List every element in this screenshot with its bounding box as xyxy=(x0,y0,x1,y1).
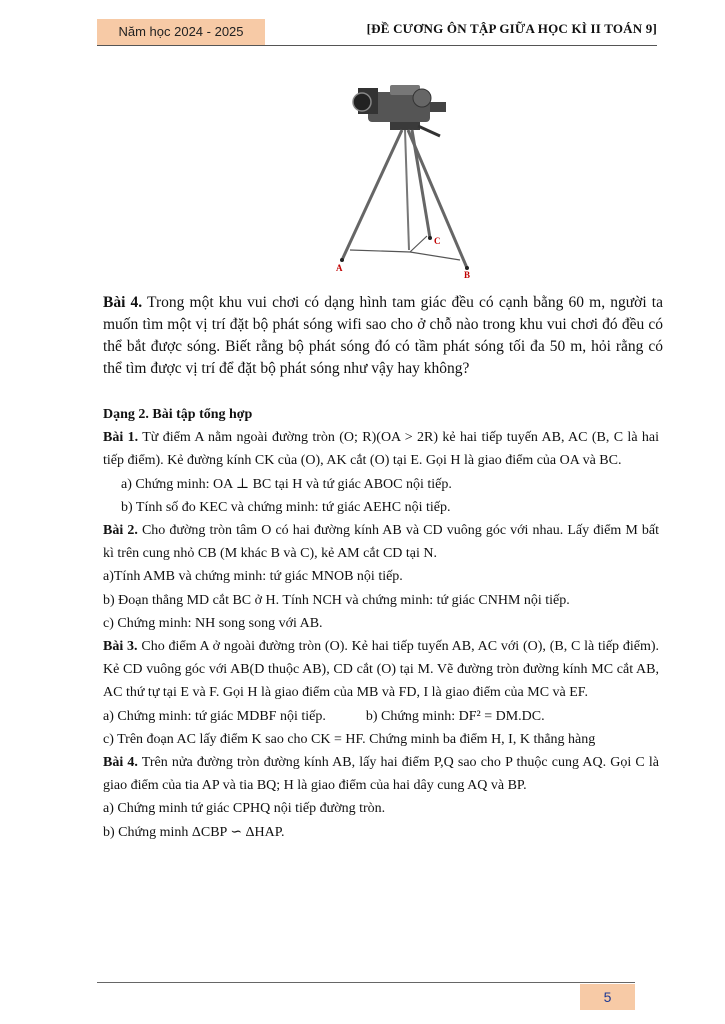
bai1-text: Từ điểm A nằm ngoài đường tròn (O; R)(OA > 2R) kẻ hai tiếp tuyến AB, AC (B, C là hai tiếp điểm). Kẻ đường kính CK của (O), AK cắt (O) tại E. Gọi H là giao điểm của OA và BC. xyxy=(103,430,660,469)
bai1-statement xyxy=(103,426,659,472)
bai3-part-a: a) Chứng minh: tứ giác MDBF nội tiếp. xyxy=(103,708,326,724)
document-title: [ĐỀ CƯƠNG ÔN TẬP GIỮA HỌC KÌ II TOÁN 9] xyxy=(366,21,657,36)
pan-handle xyxy=(418,126,440,136)
bai3-parts-ab xyxy=(103,705,659,728)
bai3-text: Cho điểm A ở ngoài đường tròn (O). Kẻ hai tiếp tuyến AB, AC với (O), (B, C là tiếp điểm). Kẻ CD vuông góc với AB(D thuộc AB), CD cắt (O) tại M. Vẽ đường tròn đường kính MC cắt AB, AC thứ tự tại E và F. Gọi H là giao điểm của MB và FD, I là giao điểm của MC và EF. xyxy=(103,639,660,701)
bai4-text: Trên nửa đường tròn đường kính AB, lấy hai điểm P,Q sao cho P thuộc cung AQ. Gọi C là giao điểm của tia AP và tia BQ; H là giao điểm của hai dây cung AQ và BP. xyxy=(103,755,659,794)
camera-lens xyxy=(353,93,371,111)
label-a: A xyxy=(336,263,343,273)
header-divider xyxy=(97,45,657,46)
page-number: 5 xyxy=(580,984,635,1010)
footer-divider xyxy=(97,982,635,983)
bai2-part-a: a)Tính AMB và chứng minh: tứ giác MNOB nội tiếp. xyxy=(103,569,403,585)
bai3-part-b: b) Chứng minh: DF² = DM.DC. xyxy=(365,708,545,724)
bai3-title: Bài 3. xyxy=(103,639,138,655)
bai2-title: Bài 2. xyxy=(103,523,138,539)
bai3-statement xyxy=(103,635,659,705)
bai2-text: Cho đường tròn tâm O có hai đường kính AB và CD vuông góc với nhau. Lấy điểm M bất kì trên cung nhỏ CB (M khác B và C), kẻ AM cắt CD tại N. xyxy=(103,523,659,562)
exercise-4-top xyxy=(103,292,663,380)
exercise-title: Bài 4. xyxy=(103,294,143,311)
bai4-statement xyxy=(103,751,659,797)
camera-tripod-figure xyxy=(330,80,500,280)
school-year-badge: Năm học 2024 - 2025 xyxy=(97,19,265,45)
bai1-part-b: b) Tính số đo KEC và chứng minh: tứ giác AEHC nội tiếp. xyxy=(121,499,451,515)
bai1-title: Bài 1. xyxy=(103,430,139,446)
exercise-text: Trong một khu vui chơi có dạng hình tam giác đều có cạnh bằng 60 m, người ta muốn tìm một vị trí đặt bộ phát sóng wifi sao cho ở chỗ nào trong khu vui chơi đó đều có thể bắt được sóng. Biết rằng bộ phát sóng đó có tầm phát sóng tối đa 50 m, hỏi rằng có thể tìm được vị trí để đặt bộ phát sóng như vậy hay không? xyxy=(103,294,663,377)
bai2-part-c: c) Chứng minh: NH song song với AB. xyxy=(103,615,323,631)
spreader-c xyxy=(410,236,427,252)
bai4-part-a: a) Chứng minh tứ giác CPHQ nội tiếp đường tròn. xyxy=(103,801,386,817)
content-area xyxy=(103,403,659,844)
label-c: C xyxy=(434,236,441,246)
bai3-part-c: c) Trên đoạn AC lấy điểm K sao cho CK = HF. Chứng minh ba điểm H, I, K thẳng hàng xyxy=(103,731,596,747)
label-b: B xyxy=(464,270,471,280)
tripod-leg-a xyxy=(342,130,402,260)
tripod-head xyxy=(390,122,420,130)
camera-reel xyxy=(413,89,431,107)
bai1-part-a: a) Chứng minh: OA ⊥ BC tại H và tứ giác ABOC nội tiếp. xyxy=(121,476,452,492)
tripod-leg-c xyxy=(412,130,430,238)
section-title: Dạng 2. Bài tập tổng hợp xyxy=(103,407,253,422)
tripod-center-post xyxy=(405,130,409,250)
spreader-b xyxy=(410,252,460,260)
camera-eyepiece xyxy=(430,102,446,112)
bai2-part-b: b) Đoạn thẳng MD cắt BC ở H. Tính NCH và chứng minh: tứ giác CNHM nội tiếp. xyxy=(103,592,570,608)
bai2-statement xyxy=(103,519,659,565)
spreader-a xyxy=(350,250,410,252)
bai4-title: Bài 4. xyxy=(103,755,138,771)
bai4-part-b: b) Chứng minh ΔCBP ∽ ΔHAP. xyxy=(103,824,285,840)
